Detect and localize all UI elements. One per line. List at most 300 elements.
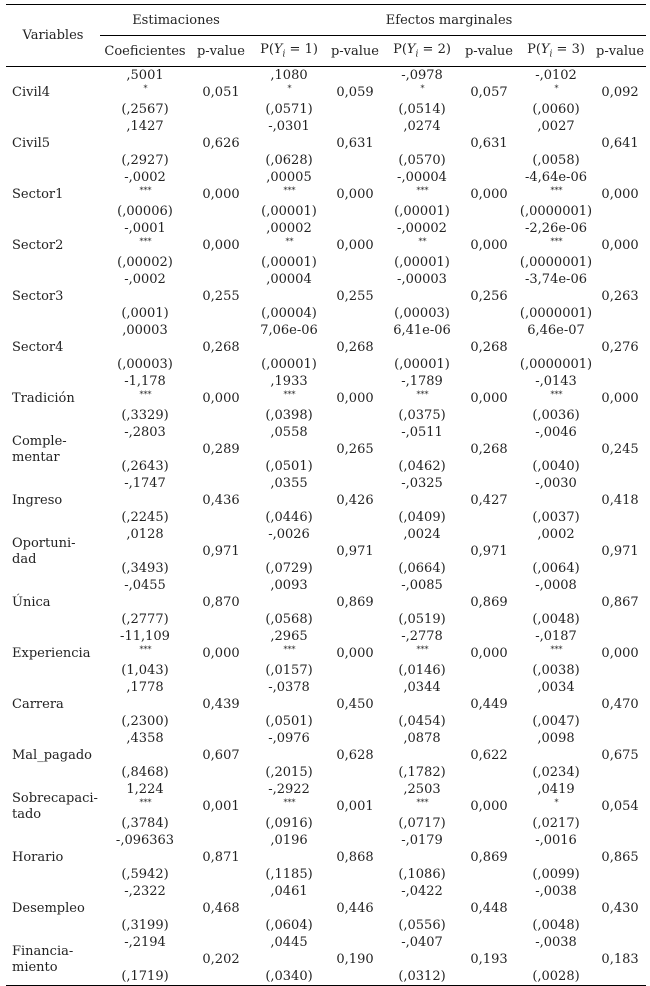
coeficiente-cell <box>100 424 190 475</box>
coeficiente-cell <box>100 220 190 271</box>
coeficiente-estimate: ,5001 <box>126 68 164 83</box>
coeficiente-value <box>121 67 168 101</box>
coeficiente-estimate: ,0128 <box>126 527 164 542</box>
pvalue-cell: 0,470 <box>601 697 639 712</box>
variable-name-line: Ingreso <box>12 492 63 508</box>
coeficiente-estimate: ,00003 <box>122 323 168 338</box>
coeficiente-std-error: (1,043) <box>121 663 169 678</box>
efecto-y3-estimate: ,0419 <box>537 782 575 797</box>
significance-stars: *** <box>139 237 152 246</box>
pvalue-cell: 0,268 <box>202 340 240 355</box>
efecto-y2-value <box>398 373 445 407</box>
pvalue-cell: 0,001 <box>202 799 240 814</box>
variable-name-line: Única <box>12 594 51 610</box>
efecto-y1-cell <box>252 577 326 628</box>
efecto-y2-value <box>398 526 445 560</box>
efecto-y3-value <box>520 169 592 203</box>
efecto-y3-std-error: (,0038) <box>532 663 580 678</box>
pvalue-cell: 0,001 <box>336 799 374 814</box>
efecto-y2-std-error: (,0454) <box>398 714 446 729</box>
efecto-y1-cell <box>252 781 326 832</box>
efecto-y2-value <box>394 271 450 305</box>
efecto-y2-estimate: -,0407 <box>401 935 443 950</box>
coeficiente-cell <box>100 781 190 832</box>
pvalue-cell: 0,000 <box>470 238 508 253</box>
efecto-y3-std-error: (,0028) <box>532 969 580 984</box>
efecto-y1-std-error: (,2015) <box>265 765 313 780</box>
efecto-y2-value <box>394 220 450 254</box>
efecto-y3-value <box>532 373 579 407</box>
efecto-y1-value <box>261 271 317 305</box>
variable-name-cell <box>6 679 100 730</box>
variable-name-cell <box>6 883 100 934</box>
efecto-y1-value <box>265 883 312 917</box>
pvalue-cell: 0,675 <box>601 748 639 763</box>
pvalue-cell: 0,626 <box>202 136 240 151</box>
significance-stars: *** <box>550 237 563 246</box>
efecto-y3-std-error: (,0000001) <box>519 204 593 219</box>
coeficiente-std-error: (,2245) <box>121 510 169 525</box>
table-row <box>6 679 646 730</box>
efecto-y2-cell <box>384 475 460 526</box>
efecto-y2-value <box>398 832 445 866</box>
variable-name-line: miento <box>12 959 58 975</box>
efecto-y3-estimate: ,0098 <box>537 731 575 746</box>
efecto-y3-cell <box>518 220 594 271</box>
efecto-y3-std-error: (,0234) <box>532 765 580 780</box>
efecto-y1-value <box>265 373 312 407</box>
efecto-y1-cell <box>252 220 326 271</box>
variable-name-cell <box>6 67 100 119</box>
variable-name-line: Civil5 <box>12 135 51 151</box>
efecto-y3-std-error: (,0064) <box>532 561 580 576</box>
pvalue-header: p-value <box>464 43 514 59</box>
efecto-y2-estimate: -,00004 <box>397 170 447 185</box>
efecto-y2-estimate: -,2778 <box>401 629 443 644</box>
pvalue-cell: 0,000 <box>336 187 374 202</box>
coeficiente-value <box>121 679 168 713</box>
variable-name-cell <box>6 526 100 577</box>
pvalue-cell: 0,446 <box>336 901 374 916</box>
efecto-y1-cell <box>252 526 326 577</box>
pvalue-cell: 0,000 <box>202 238 240 253</box>
efecto-y3-std-error: (,0058) <box>532 153 580 168</box>
efecto-y3-value <box>532 475 579 509</box>
efecto-y3-cell <box>518 118 594 169</box>
efecto-y1-estimate: ,0461 <box>270 884 308 899</box>
efecto-y3-value <box>532 67 579 101</box>
significance-stars: *** <box>283 390 296 399</box>
efecto-y2-std-error: (,0375) <box>398 408 446 423</box>
pvalue-cell: 0,000 <box>470 646 508 661</box>
efecto-y3-cell <box>518 475 594 526</box>
pvalue-cell: 0,418 <box>601 493 639 508</box>
pvalue-cell: 0,263 <box>601 289 639 304</box>
pvalue-cell: 0,000 <box>601 391 639 406</box>
efecto-y1-cell <box>252 934 326 986</box>
efecto-y1-std-error: (,0604) <box>265 918 313 933</box>
efecto-y3-estimate: -,0008 <box>535 578 577 593</box>
pvalue-cell: 0,268 <box>336 340 374 355</box>
coeficiente-estimate: -,0002 <box>124 170 166 185</box>
pvalue-cell: 0,971 <box>202 544 240 559</box>
table-row <box>6 781 646 832</box>
efecto-y1-cell <box>252 322 326 373</box>
efecto-y2-cell <box>384 169 460 220</box>
pvalue-cell: 0,971 <box>470 544 508 559</box>
pvalue-cell: 0,051 <box>202 85 240 100</box>
pvalue-cell: 0,430 <box>601 901 639 916</box>
efecto-y2-value <box>398 730 445 764</box>
pvalue-cell: 0,628 <box>336 748 374 763</box>
coeficiente-std-error: (,2643) <box>121 459 169 474</box>
efecto-y2-cell <box>384 934 460 986</box>
efecto-y1-value <box>265 118 312 152</box>
efecto-y1-std-error: (,0571) <box>265 102 313 117</box>
efecto-y2-value <box>398 679 445 713</box>
variable-name-line: Tradición <box>12 390 75 406</box>
pvalue-cell: 0,971 <box>601 544 639 559</box>
efecto-y3-cell <box>518 883 594 934</box>
pvalue-cell: 0,059 <box>336 85 374 100</box>
coeficiente-std-error: (,5942) <box>121 867 169 882</box>
efecto-y3-std-error: (,0000001) <box>519 306 593 321</box>
pvalue-cell: 0,869 <box>336 595 374 610</box>
efecto-y2-std-error: (,1086) <box>398 867 446 882</box>
efecto-y2-estimate: -,0325 <box>401 476 443 491</box>
variable-name-cell <box>6 934 100 986</box>
efecto-y1-cell <box>252 169 326 220</box>
efecto-y3-value <box>532 832 579 866</box>
table-row <box>6 883 646 934</box>
efecto-y2-value <box>398 475 445 509</box>
efecto-y2-std-error: (,0146) <box>398 663 446 678</box>
pvalue-cell: 0,000 <box>601 238 639 253</box>
efecto-y2-cell <box>384 322 460 373</box>
coeficiente-std-error: (,3784) <box>121 816 169 831</box>
coeficiente-cell <box>100 67 190 119</box>
variable-name-cell <box>6 373 100 424</box>
pvalue-cell: 0,971 <box>336 544 374 559</box>
efecto-y2-std-error: (,0717) <box>398 816 446 831</box>
pvalue-cell: 0,607 <box>202 748 240 763</box>
coeficiente-cell <box>100 577 190 628</box>
coeficiente-value <box>121 526 168 560</box>
coeficiente-cell <box>100 526 190 577</box>
efecto-y2-std-error: (,1782) <box>398 765 446 780</box>
variable-name-cell <box>6 577 100 628</box>
variable-name-line: Carrera <box>12 696 64 712</box>
coeficiente-estimate: -,096363 <box>115 833 175 848</box>
significance-stars: * <box>554 84 559 93</box>
efecto-y2-cell <box>384 373 460 424</box>
variable-name-line: Mal_pagado <box>12 747 93 763</box>
efecto-y1-std-error: (,0340) <box>265 969 313 984</box>
efecto-y2-value <box>393 322 451 356</box>
coeficientes-header: Coeficientes <box>104 43 186 59</box>
efecto-y1-cell <box>252 271 326 322</box>
pvalue-cell: 0,054 <box>601 799 639 814</box>
coeficiente-cell <box>100 883 190 934</box>
efecto-y2-value <box>398 424 445 458</box>
coeficiente-std-error: (,3199) <box>121 918 169 933</box>
coeficiente-std-error: (,2777) <box>121 612 169 627</box>
efecto-y2-cell <box>384 118 460 169</box>
variables-header: Variables <box>6 5 100 67</box>
efecto-y1-std-error: (,0568) <box>265 612 313 627</box>
efecto-y1-cell <box>252 373 326 424</box>
significance-stars: *** <box>283 645 296 654</box>
efecto-y1-estimate: 7,06e-06 <box>260 323 318 338</box>
efecto-y2-value <box>394 169 450 203</box>
efecto-y3-std-error: (,0048) <box>532 612 580 627</box>
efecto-y2-value <box>398 781 445 815</box>
table-row <box>6 526 646 577</box>
header-row-columns <box>6 36 646 67</box>
efecto-y1-value <box>265 679 312 713</box>
efecto-y2-value <box>398 118 445 152</box>
coeficiente-cell <box>100 934 190 986</box>
efecto-y1-cell <box>252 730 326 781</box>
pvalue-header: p-value <box>596 43 645 59</box>
estimaciones-group-header: Estimaciones <box>100 5 252 36</box>
efecto-y3-estimate: -,0102 <box>535 68 577 83</box>
efecto-y2-estimate: -,1789 <box>401 374 443 389</box>
significance-stars: * <box>143 84 148 93</box>
coeficiente-value <box>121 475 168 509</box>
pvalue-cell: 0,641 <box>601 136 639 151</box>
header-row-groups <box>6 5 646 36</box>
coeficiente-std-error: (,00006) <box>117 204 173 219</box>
efecto-y3-std-error: (,0217) <box>532 816 580 831</box>
efecto-y1-estimate: ,2965 <box>270 629 308 644</box>
efecto-y2-cell <box>384 730 460 781</box>
pvalue-cell: 0,255 <box>202 289 240 304</box>
efecto-y3-cell <box>518 526 594 577</box>
efecto-y1-cell <box>252 628 326 679</box>
pvalue-cell: 0,000 <box>470 391 508 406</box>
pvalue-cell: 0,622 <box>470 748 508 763</box>
efecto-y1-std-error: (,0729) <box>265 561 313 576</box>
variable-name-cell <box>6 628 100 679</box>
significance-stars: *** <box>550 186 563 195</box>
variable-name-line: Comple- <box>12 433 67 449</box>
table-row <box>6 220 646 271</box>
efecto-y3-estimate: -2,26e-06 <box>525 221 587 236</box>
significance-stars: *** <box>139 186 152 195</box>
coeficiente-cell <box>100 169 190 220</box>
coeficiente-std-error: (,3329) <box>121 408 169 423</box>
efecto-y3-cell <box>518 271 594 322</box>
coeficiente-cell <box>100 322 190 373</box>
pvalue-cell: 0,268 <box>470 340 508 355</box>
variable-name-line: Sector1 <box>12 186 64 202</box>
efecto-y1-std-error: (,00001) <box>261 204 317 219</box>
efecto-y3-cell <box>518 781 594 832</box>
coeficiente-std-error: (,2567) <box>121 102 169 117</box>
regression-results-table <box>6 4 646 986</box>
pvalue-cell: 0,245 <box>601 442 639 457</box>
variable-name-line: Sector3 <box>12 288 64 304</box>
efecto-y3-cell <box>518 577 594 628</box>
efecto-y1-value <box>265 424 312 458</box>
pvalue-cell: 0,449 <box>470 697 508 712</box>
efecto-y2-std-error: (,00003) <box>394 306 450 321</box>
pvalue-cell: 0,202 <box>190 934 252 986</box>
efecto-y3-estimate: ,0002 <box>537 527 575 542</box>
efectos-marginales-group-header: Efectos marginales <box>252 5 646 36</box>
coeficiente-std-error: (,00002) <box>117 255 173 270</box>
table-row <box>6 475 646 526</box>
efecto-y1-estimate: ,0558 <box>270 425 308 440</box>
efecto-y2-estimate: -,0179 <box>401 833 443 848</box>
pvalue-cell: 0,450 <box>336 697 374 712</box>
efecto-y3-std-error: (,0040) <box>532 459 580 474</box>
pvalue-cell: 0,000 <box>202 646 240 661</box>
efecto-y1-value <box>265 934 312 968</box>
coeficiente-cell <box>100 475 190 526</box>
pvalue-cell: 0,426 <box>336 493 374 508</box>
pvalue-cell: 0,631 <box>470 136 508 151</box>
pvalue-cell: 0,868 <box>336 850 374 865</box>
efecto-y1-std-error: (,0157) <box>265 663 313 678</box>
efecto-y2-cell <box>384 67 460 119</box>
pvalue-cell: 0,183 <box>594 934 646 986</box>
efecto-y3-estimate: -,0038 <box>535 884 577 899</box>
variable-name-cell <box>6 424 100 475</box>
efecto-y2-estimate: -,0511 <box>401 425 443 440</box>
efecto-y1-cell <box>252 832 326 883</box>
coeficiente-value <box>117 322 173 356</box>
pvalue-cell: 0,468 <box>202 901 240 916</box>
efecto-y2-cell <box>384 526 460 577</box>
coeficiente-value <box>121 271 168 305</box>
efecto-y2-cell <box>384 679 460 730</box>
variable-name-line: mentar <box>12 449 60 465</box>
pvalue-cell: 0,867 <box>601 595 639 610</box>
efecto-y2-std-error: (,0664) <box>398 561 446 576</box>
table-row <box>6 322 646 373</box>
efecto-y3-std-error: (,0037) <box>532 510 580 525</box>
coeficiente-value <box>121 883 168 917</box>
coeficiente-estimate: 1,224 <box>126 782 164 797</box>
pvalue-cell: 0,255 <box>336 289 374 304</box>
efecto-y1-estimate: -,0026 <box>268 527 310 542</box>
table-row <box>6 628 646 679</box>
coeficiente-cell <box>100 373 190 424</box>
efecto-y3-value <box>532 424 579 458</box>
efecto-y1-std-error: (,1185) <box>265 867 313 882</box>
efecto-y1-value <box>265 730 312 764</box>
variable-name-line: tado <box>12 806 42 822</box>
coeficiente-cell <box>100 730 190 781</box>
table-row <box>6 67 646 119</box>
efecto-y3-cell <box>518 169 594 220</box>
variable-name-cell <box>6 730 100 781</box>
efecto-y3-cell <box>518 730 594 781</box>
efecto-y3-cell <box>518 424 594 475</box>
coeficiente-value <box>116 832 174 866</box>
pvalue-cell: 0,869 <box>470 850 508 865</box>
efecto-y1-std-error: (,00004) <box>261 306 317 321</box>
pvalue-cell: 0,000 <box>470 187 508 202</box>
efecto-y2-estimate: -,0085 <box>401 578 443 593</box>
coeficiente-value <box>117 169 173 203</box>
pvalue-cell: 0,436 <box>202 493 240 508</box>
efecto-y1-cell <box>252 475 326 526</box>
significance-stars: *** <box>550 645 563 654</box>
table-row <box>6 832 646 883</box>
variable-name-cell <box>6 832 100 883</box>
efecto-y3-value <box>532 628 579 662</box>
efecto-y1-estimate: ,00002 <box>266 221 312 236</box>
efecto-y1-estimate: -,0301 <box>268 119 310 134</box>
coeficiente-estimate: ,1427 <box>126 119 164 134</box>
efecto-y2-estimate: -,0978 <box>401 68 443 83</box>
efecto-y3-cell <box>518 832 594 883</box>
efecto-y2-cell <box>384 271 460 322</box>
efecto-y2-estimate: ,0344 <box>403 680 441 695</box>
efecto-y3-value <box>532 577 579 611</box>
efecto-y2-value <box>398 67 445 101</box>
pvalue-cell: 0,870 <box>202 595 240 610</box>
efecto-y2-std-error: (,00001) <box>394 204 450 219</box>
efecto-y3-std-error: (,0000001) <box>519 255 593 270</box>
efecto-y3-value <box>532 118 579 152</box>
efecto-y3-cell <box>518 67 594 119</box>
pvalue-cell: 0,871 <box>202 850 240 865</box>
efecto-y2-value <box>398 934 445 968</box>
variable-name-cell <box>6 220 100 271</box>
efecto-y2-std-error: (,00001) <box>394 255 450 270</box>
coeficiente-std-error: (,8468) <box>121 765 169 780</box>
coeficiente-cell <box>100 628 190 679</box>
variable-name-cell <box>6 781 100 832</box>
table-row <box>6 730 646 781</box>
efecto-y3-value <box>532 934 579 968</box>
efecto-y1-cell <box>252 679 326 730</box>
pvalue-cell: 0,000 <box>202 391 240 406</box>
efecto-y1-estimate: ,00005 <box>266 170 312 185</box>
efecto-y3-std-error: (,0000001) <box>519 357 593 372</box>
pvalue-header: p-value <box>330 43 380 59</box>
coeficiente-std-error: (,2300) <box>121 714 169 729</box>
pvalue-cell: 0,000 <box>601 646 639 661</box>
pvalue-cell: 0,276 <box>601 340 639 355</box>
significance-stars: * <box>420 84 425 93</box>
coeficiente-estimate: -,0002 <box>124 272 166 287</box>
efecto-y2-value <box>398 628 445 662</box>
significance-stars: *** <box>139 798 152 807</box>
efecto-y3-estimate: -3,74e-06 <box>525 272 587 287</box>
pvalue-cell: 0,000 <box>336 391 374 406</box>
pvalue-cell: 0,265 <box>336 442 374 457</box>
efecto-y3-estimate: -4,64e-06 <box>525 170 587 185</box>
efecto-y2-std-error: (,0570) <box>398 153 446 168</box>
coeficiente-estimate: -,0455 <box>124 578 166 593</box>
coeficiente-value <box>121 781 168 815</box>
efecto-y1-estimate: ,0445 <box>270 935 308 950</box>
efecto-y1-estimate: ,1933 <box>270 374 308 389</box>
efecto-y3-value <box>532 781 579 815</box>
efecto-y1-std-error: (,0916) <box>265 816 313 831</box>
efecto-y2-estimate: ,0274 <box>403 119 441 134</box>
efecto-y2-cell <box>384 577 460 628</box>
efecto-y1-cell <box>252 883 326 934</box>
pvalue-cell: 0,190 <box>326 934 384 986</box>
pvalue-cell: 0,193 <box>460 934 518 986</box>
prob-y2-header: $P(Y_i = 2)$ <box>393 42 451 60</box>
